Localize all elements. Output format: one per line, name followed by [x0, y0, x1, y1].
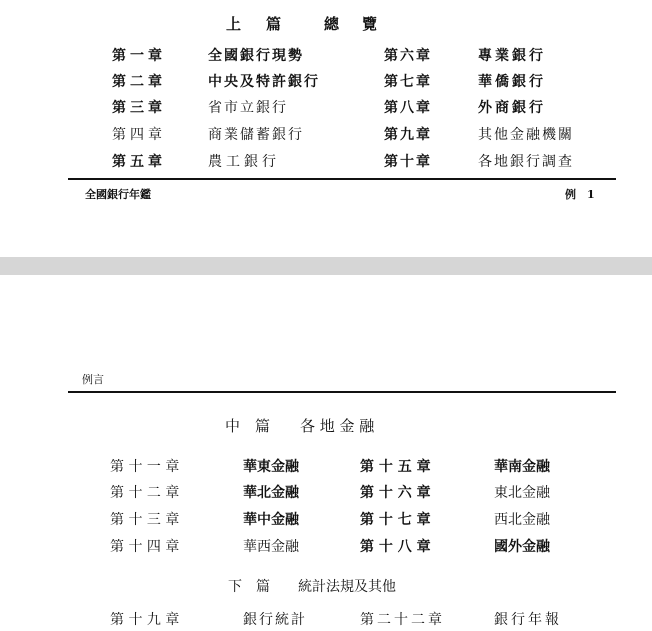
- chapter-num: 第 十 一 章: [110, 459, 180, 475]
- footer-rule: [68, 178, 616, 180]
- chapter-num: 第九章: [384, 127, 432, 143]
- bottom-page: [0, 275, 652, 631]
- chapter-title: 華南金融: [494, 459, 550, 475]
- chapter-num: 第八章: [384, 100, 432, 116]
- chapter-num: 第 十 五 章: [360, 459, 431, 475]
- chapter-num: 第五章: [112, 154, 166, 170]
- chapter-title: 商業儲蓄銀行: [208, 127, 304, 143]
- section-title-char-4: 覽: [362, 15, 378, 33]
- section-title: 中 篇 各 地 金 融: [225, 417, 375, 435]
- chapter-title: 全國銀行現勢: [208, 48, 304, 64]
- section-title-2: 下 篇 統計法規及其他: [228, 579, 396, 595]
- chapter-num: 第六章: [384, 48, 432, 64]
- chapter-title: 各地銀行調查: [478, 154, 574, 170]
- chapter-num: 第二十二章: [360, 612, 445, 628]
- chapter-num: 第一章: [112, 48, 166, 64]
- chapter-title: 國外金融: [494, 539, 550, 555]
- chapter-num: 第 十 七 章: [360, 512, 431, 528]
- section-title-char-3: 總: [324, 15, 340, 33]
- chapter-num: 第二章: [112, 74, 166, 90]
- chapter-title: 華東金融: [243, 459, 299, 475]
- chapter-num: 第 十 三 章: [110, 512, 180, 528]
- chapter-title: 農工銀行: [208, 154, 280, 170]
- page-number: 例 1: [565, 188, 595, 201]
- chapter-title: 東北金融: [494, 485, 550, 501]
- chapter-title: 外商銀行: [478, 100, 546, 116]
- chapter-num: 第七章: [384, 74, 432, 90]
- top-page: [0, 0, 652, 257]
- section-title-char-2: 篇: [266, 15, 282, 33]
- chapter-num: 第十章: [384, 154, 432, 170]
- chapter-num: 第 十 八 章: [360, 539, 431, 555]
- chapter-title: 華北金融: [243, 485, 299, 501]
- chapter-title: 銀行統計: [243, 612, 307, 628]
- chapter-num: 第 十 二 章: [110, 485, 180, 501]
- chapter-title: 其他金融機關: [478, 127, 574, 143]
- chapter-title: 華西金融: [243, 539, 299, 555]
- chapter-title: 華中金融: [243, 512, 299, 528]
- chapter-title: 銀行年報: [494, 612, 562, 628]
- running-footer-title: 全國銀行年鑑: [85, 188, 151, 201]
- chapter-title: 專業銀行: [478, 48, 546, 64]
- chapter-title: 西北金融: [494, 512, 550, 528]
- running-header: 例言: [82, 373, 104, 386]
- page-separator: [0, 257, 652, 275]
- chapter-title: 省市立銀行: [208, 100, 288, 116]
- header-rule: [68, 391, 616, 393]
- chapter-title: 中央及特許銀行: [208, 74, 320, 90]
- chapter-num: 第 十 六 章: [360, 485, 431, 501]
- chapter-num: 第 十 九 章: [110, 612, 180, 628]
- chapter-title: 華僑銀行: [478, 74, 546, 90]
- chapter-num: 第四章: [112, 127, 166, 143]
- section-title-char-1: 上: [226, 15, 242, 33]
- chapter-num: 第三章: [112, 100, 166, 116]
- chapter-num: 第 十 四 章: [110, 539, 180, 555]
